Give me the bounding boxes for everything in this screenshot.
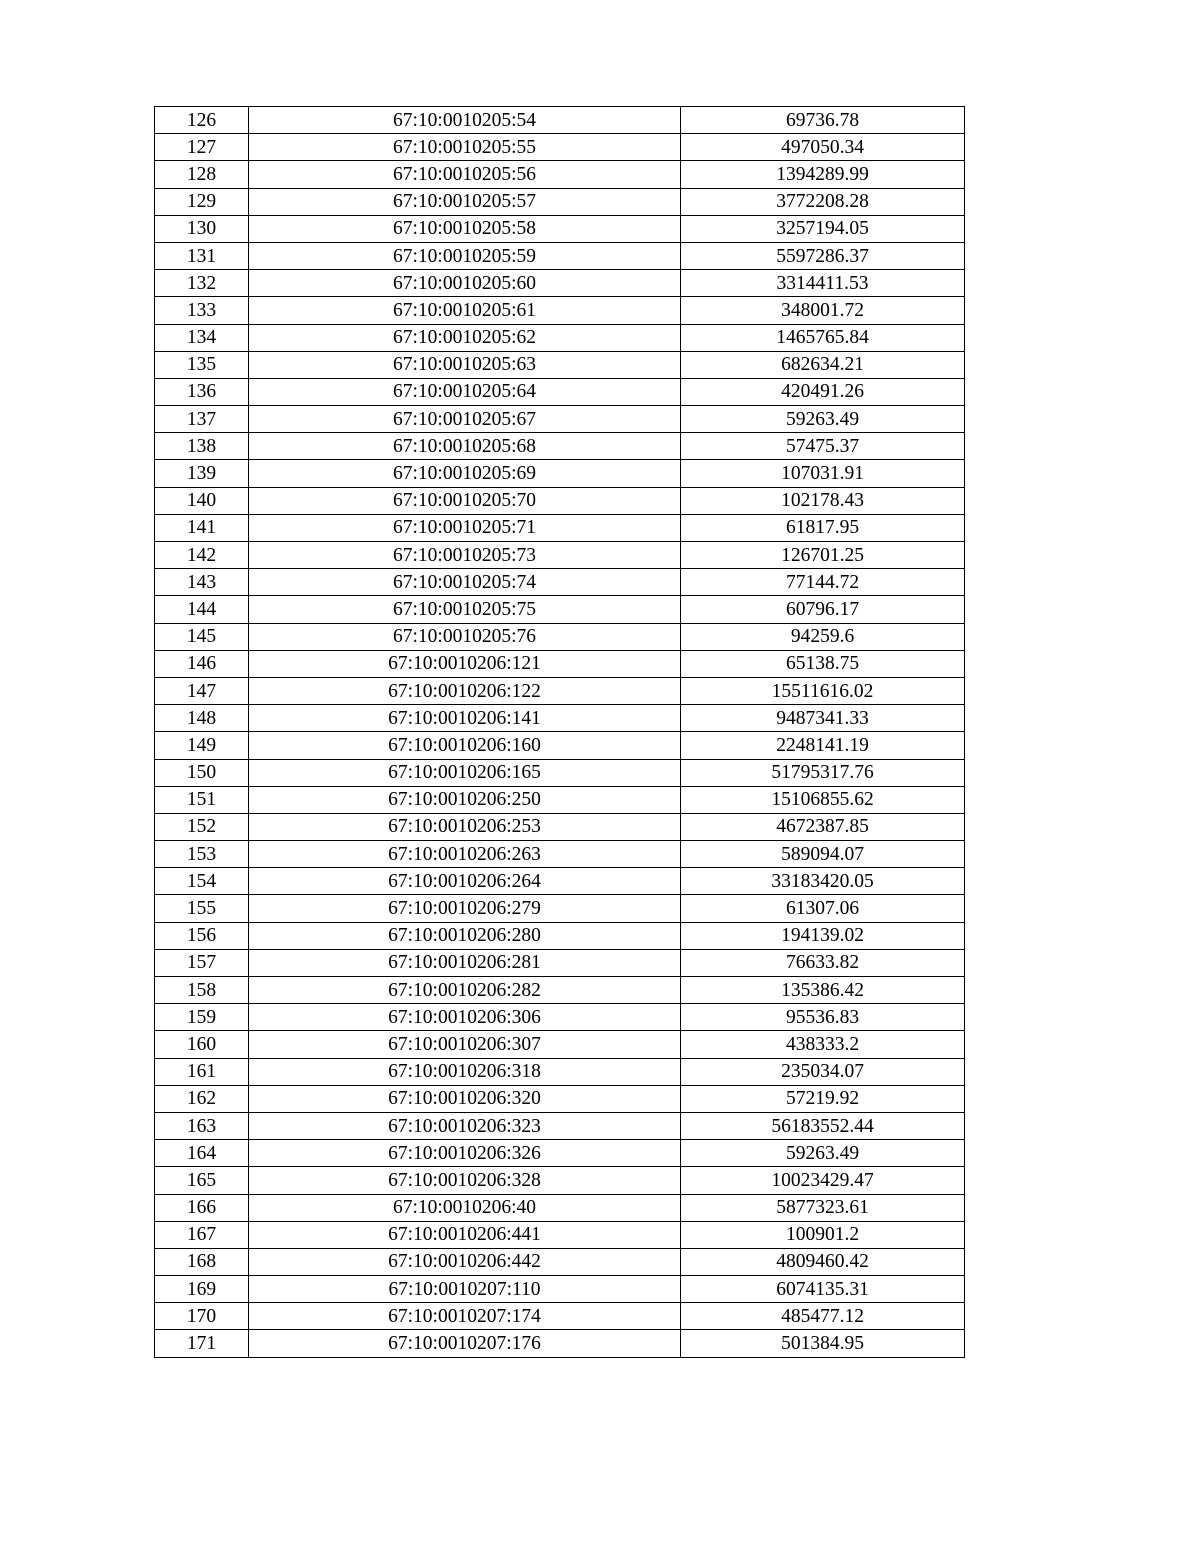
cadastral-number-cell: 67:10:0010206:165: [249, 759, 681, 786]
row-number-cell: 160: [155, 1031, 249, 1058]
table-row: [155, 596, 965, 623]
cadastral-number-cell: 67:10:0010206:121: [249, 650, 681, 677]
table-row: [155, 1112, 965, 1139]
row-number-cell: 137: [155, 406, 249, 433]
table-row: [155, 677, 965, 704]
cadastral-number-cell: 67:10:0010205:73: [249, 542, 681, 569]
table-row: [155, 242, 965, 269]
table-row: [155, 623, 965, 650]
row-number-cell: 142: [155, 542, 249, 569]
cadastral-number-cell: 67:10:0010205:56: [249, 161, 681, 188]
row-number-cell: 129: [155, 188, 249, 215]
value-cell: 126701.25: [681, 542, 965, 569]
table-row: [155, 868, 965, 895]
value-cell: 107031.91: [681, 460, 965, 487]
cadastral-number-cell: 67:10:0010206:318: [249, 1058, 681, 1085]
value-cell: 61307.06: [681, 895, 965, 922]
value-cell: 9487341.33: [681, 705, 965, 732]
row-number-cell: 146: [155, 650, 249, 677]
row-number-cell: 168: [155, 1248, 249, 1275]
cadastral-number-cell: 67:10:0010206:122: [249, 677, 681, 704]
row-number-cell: 151: [155, 786, 249, 813]
table-row: [155, 1330, 965, 1357]
value-cell: 1465765.84: [681, 324, 965, 351]
cadastral-number-cell: 67:10:0010206:281: [249, 949, 681, 976]
row-number-cell: 171: [155, 1330, 249, 1357]
value-cell: 100901.2: [681, 1221, 965, 1248]
cadastral-number-cell: 67:10:0010205:71: [249, 514, 681, 541]
row-number-cell: 161: [155, 1058, 249, 1085]
cadastral-number-cell: 67:10:0010205:58: [249, 215, 681, 242]
table-row: [155, 895, 965, 922]
row-number-cell: 145: [155, 623, 249, 650]
table-row: [155, 433, 965, 460]
value-cell: 33183420.05: [681, 868, 965, 895]
row-number-cell: 128: [155, 161, 249, 188]
cadastral-number-cell: 67:10:0010206:320: [249, 1085, 681, 1112]
cadastral-number-cell: 67:10:0010206:307: [249, 1031, 681, 1058]
value-cell: 485477.12: [681, 1303, 965, 1330]
row-number-cell: 130: [155, 215, 249, 242]
value-cell: 57475.37: [681, 433, 965, 460]
value-cell: 5877323.61: [681, 1194, 965, 1221]
cadastral-number-cell: 67:10:0010205:59: [249, 242, 681, 269]
table-row: [155, 1085, 965, 1112]
value-cell: 5597286.37: [681, 242, 965, 269]
row-number-cell: 127: [155, 134, 249, 161]
row-number-cell: 147: [155, 677, 249, 704]
cadastral-number-cell: 67:10:0010206:141: [249, 705, 681, 732]
table-row: [155, 1221, 965, 1248]
value-cell: 15106855.62: [681, 786, 965, 813]
value-cell: 15511616.02: [681, 677, 965, 704]
value-cell: 3772208.28: [681, 188, 965, 215]
table-row: [155, 786, 965, 813]
cadastral-number-cell: 67:10:0010206:160: [249, 732, 681, 759]
value-cell: 94259.6: [681, 623, 965, 650]
row-number-cell: 144: [155, 596, 249, 623]
cadastral-number-cell: 67:10:0010206:282: [249, 977, 681, 1004]
table-body: [155, 107, 965, 1358]
cadastral-number-cell: 67:10:0010206:280: [249, 922, 681, 949]
row-number-cell: 169: [155, 1276, 249, 1303]
cadastral-number-cell: 67:10:0010207:110: [249, 1276, 681, 1303]
cadastral-number-cell: 67:10:0010205:63: [249, 351, 681, 378]
row-number-cell: 134: [155, 324, 249, 351]
cadastral-number-cell: 67:10:0010206:279: [249, 895, 681, 922]
value-cell: 3314411.53: [681, 270, 965, 297]
cadastral-number-cell: 67:10:0010206:328: [249, 1167, 681, 1194]
cadastral-number-cell: 67:10:0010205:70: [249, 487, 681, 514]
table-row: [155, 297, 965, 324]
cadastral-number-cell: 67:10:0010206:442: [249, 1248, 681, 1275]
cadastral-number-cell: 67:10:0010206:441: [249, 1221, 681, 1248]
value-cell: 194139.02: [681, 922, 965, 949]
value-cell: 497050.34: [681, 134, 965, 161]
table-row: [155, 378, 965, 405]
table-row: [155, 107, 965, 134]
cadastral-number-cell: 67:10:0010205:62: [249, 324, 681, 351]
table-row: [155, 1058, 965, 1085]
cadastral-number-cell: 67:10:0010205:68: [249, 433, 681, 460]
table-row: [155, 949, 965, 976]
row-number-cell: 157: [155, 949, 249, 976]
value-cell: 589094.07: [681, 841, 965, 868]
cadastral-number-cell: 67:10:0010205:54: [249, 107, 681, 134]
table-row: [155, 270, 965, 297]
table-row: [155, 1303, 965, 1330]
table-row: [155, 1004, 965, 1031]
table-row: [155, 1194, 965, 1221]
value-cell: 10023429.47: [681, 1167, 965, 1194]
value-cell: 4672387.85: [681, 813, 965, 840]
table-row: [155, 1167, 965, 1194]
cadastral-value-table: [154, 106, 965, 1358]
table-row: [155, 922, 965, 949]
value-cell: 1394289.99: [681, 161, 965, 188]
row-number-cell: 162: [155, 1085, 249, 1112]
row-number-cell: 150: [155, 759, 249, 786]
value-cell: 102178.43: [681, 487, 965, 514]
value-cell: 95536.83: [681, 1004, 965, 1031]
table-row: [155, 406, 965, 433]
row-number-cell: 159: [155, 1004, 249, 1031]
row-number-cell: 135: [155, 351, 249, 378]
cadastral-number-cell: 67:10:0010205:61: [249, 297, 681, 324]
table-row: [155, 569, 965, 596]
cadastral-number-cell: 67:10:0010206:306: [249, 1004, 681, 1031]
value-cell: 501384.95: [681, 1330, 965, 1357]
table-row: [155, 1248, 965, 1275]
cadastral-number-cell: 67:10:0010206:40: [249, 1194, 681, 1221]
cadastral-number-cell: 67:10:0010205:64: [249, 378, 681, 405]
row-number-cell: 138: [155, 433, 249, 460]
row-number-cell: 165: [155, 1167, 249, 1194]
value-cell: 59263.49: [681, 406, 965, 433]
value-cell: 76633.82: [681, 949, 965, 976]
row-number-cell: 132: [155, 270, 249, 297]
value-cell: 348001.72: [681, 297, 965, 324]
value-cell: 56183552.44: [681, 1112, 965, 1139]
cadastral-number-cell: 67:10:0010206:323: [249, 1112, 681, 1139]
table-row: [155, 215, 965, 242]
table-row: [155, 324, 965, 351]
row-number-cell: 154: [155, 868, 249, 895]
value-cell: 3257194.05: [681, 215, 965, 242]
table-row: [155, 134, 965, 161]
value-cell: 65138.75: [681, 650, 965, 677]
value-cell: 682634.21: [681, 351, 965, 378]
table-row: [155, 650, 965, 677]
row-number-cell: 140: [155, 487, 249, 514]
row-number-cell: 131: [155, 242, 249, 269]
cadastral-number-cell: 67:10:0010206:250: [249, 786, 681, 813]
cadastral-number-cell: 67:10:0010207:176: [249, 1330, 681, 1357]
value-cell: 77144.72: [681, 569, 965, 596]
table-row: [155, 1031, 965, 1058]
cadastral-number-cell: 67:10:0010205:55: [249, 134, 681, 161]
value-cell: 438333.2: [681, 1031, 965, 1058]
row-number-cell: 143: [155, 569, 249, 596]
table-row: [155, 1276, 965, 1303]
row-number-cell: 139: [155, 460, 249, 487]
value-cell: 4809460.42: [681, 1248, 965, 1275]
cadastral-number-cell: 67:10:0010207:174: [249, 1303, 681, 1330]
row-number-cell: 136: [155, 378, 249, 405]
row-number-cell: 167: [155, 1221, 249, 1248]
row-number-cell: 158: [155, 977, 249, 1004]
value-cell: 6074135.31: [681, 1276, 965, 1303]
value-cell: 60796.17: [681, 596, 965, 623]
row-number-cell: 141: [155, 514, 249, 541]
table-row: [155, 841, 965, 868]
row-number-cell: 148: [155, 705, 249, 732]
table-row: [155, 514, 965, 541]
row-number-cell: 166: [155, 1194, 249, 1221]
value-cell: 235034.07: [681, 1058, 965, 1085]
table-row: [155, 705, 965, 732]
cadastral-number-cell: 67:10:0010205:69: [249, 460, 681, 487]
cadastral-number-cell: 67:10:0010206:263: [249, 841, 681, 868]
cadastral-number-cell: 67:10:0010205:57: [249, 188, 681, 215]
value-cell: 59263.49: [681, 1140, 965, 1167]
table-row: [155, 732, 965, 759]
value-cell: 135386.42: [681, 977, 965, 1004]
table-row: [155, 487, 965, 514]
row-number-cell: 152: [155, 813, 249, 840]
value-cell: 57219.92: [681, 1085, 965, 1112]
value-cell: 61817.95: [681, 514, 965, 541]
table-row: [155, 542, 965, 569]
cadastral-number-cell: 67:10:0010205:67: [249, 406, 681, 433]
table-row: [155, 1140, 965, 1167]
row-number-cell: 153: [155, 841, 249, 868]
value-cell: 420491.26: [681, 378, 965, 405]
cadastral-number-cell: 67:10:0010206:326: [249, 1140, 681, 1167]
table-row: [155, 759, 965, 786]
value-cell: 51795317.76: [681, 759, 965, 786]
cadastral-number-cell: 67:10:0010205:60: [249, 270, 681, 297]
value-cell: 69736.78: [681, 107, 965, 134]
table-row: [155, 351, 965, 378]
table-row: [155, 977, 965, 1004]
row-number-cell: 133: [155, 297, 249, 324]
row-number-cell: 164: [155, 1140, 249, 1167]
table-row: [155, 813, 965, 840]
value-cell: 2248141.19: [681, 732, 965, 759]
table-row: [155, 161, 965, 188]
table-row: [155, 460, 965, 487]
row-number-cell: 149: [155, 732, 249, 759]
table-row: [155, 188, 965, 215]
row-number-cell: 126: [155, 107, 249, 134]
row-number-cell: 170: [155, 1303, 249, 1330]
cadastral-number-cell: 67:10:0010205:74: [249, 569, 681, 596]
row-number-cell: 156: [155, 922, 249, 949]
cadastral-number-cell: 67:10:0010206:264: [249, 868, 681, 895]
cadastral-number-cell: 67:10:0010205:76: [249, 623, 681, 650]
row-number-cell: 155: [155, 895, 249, 922]
row-number-cell: 163: [155, 1112, 249, 1139]
cadastral-number-cell: 67:10:0010205:75: [249, 596, 681, 623]
cadastral-number-cell: 67:10:0010206:253: [249, 813, 681, 840]
